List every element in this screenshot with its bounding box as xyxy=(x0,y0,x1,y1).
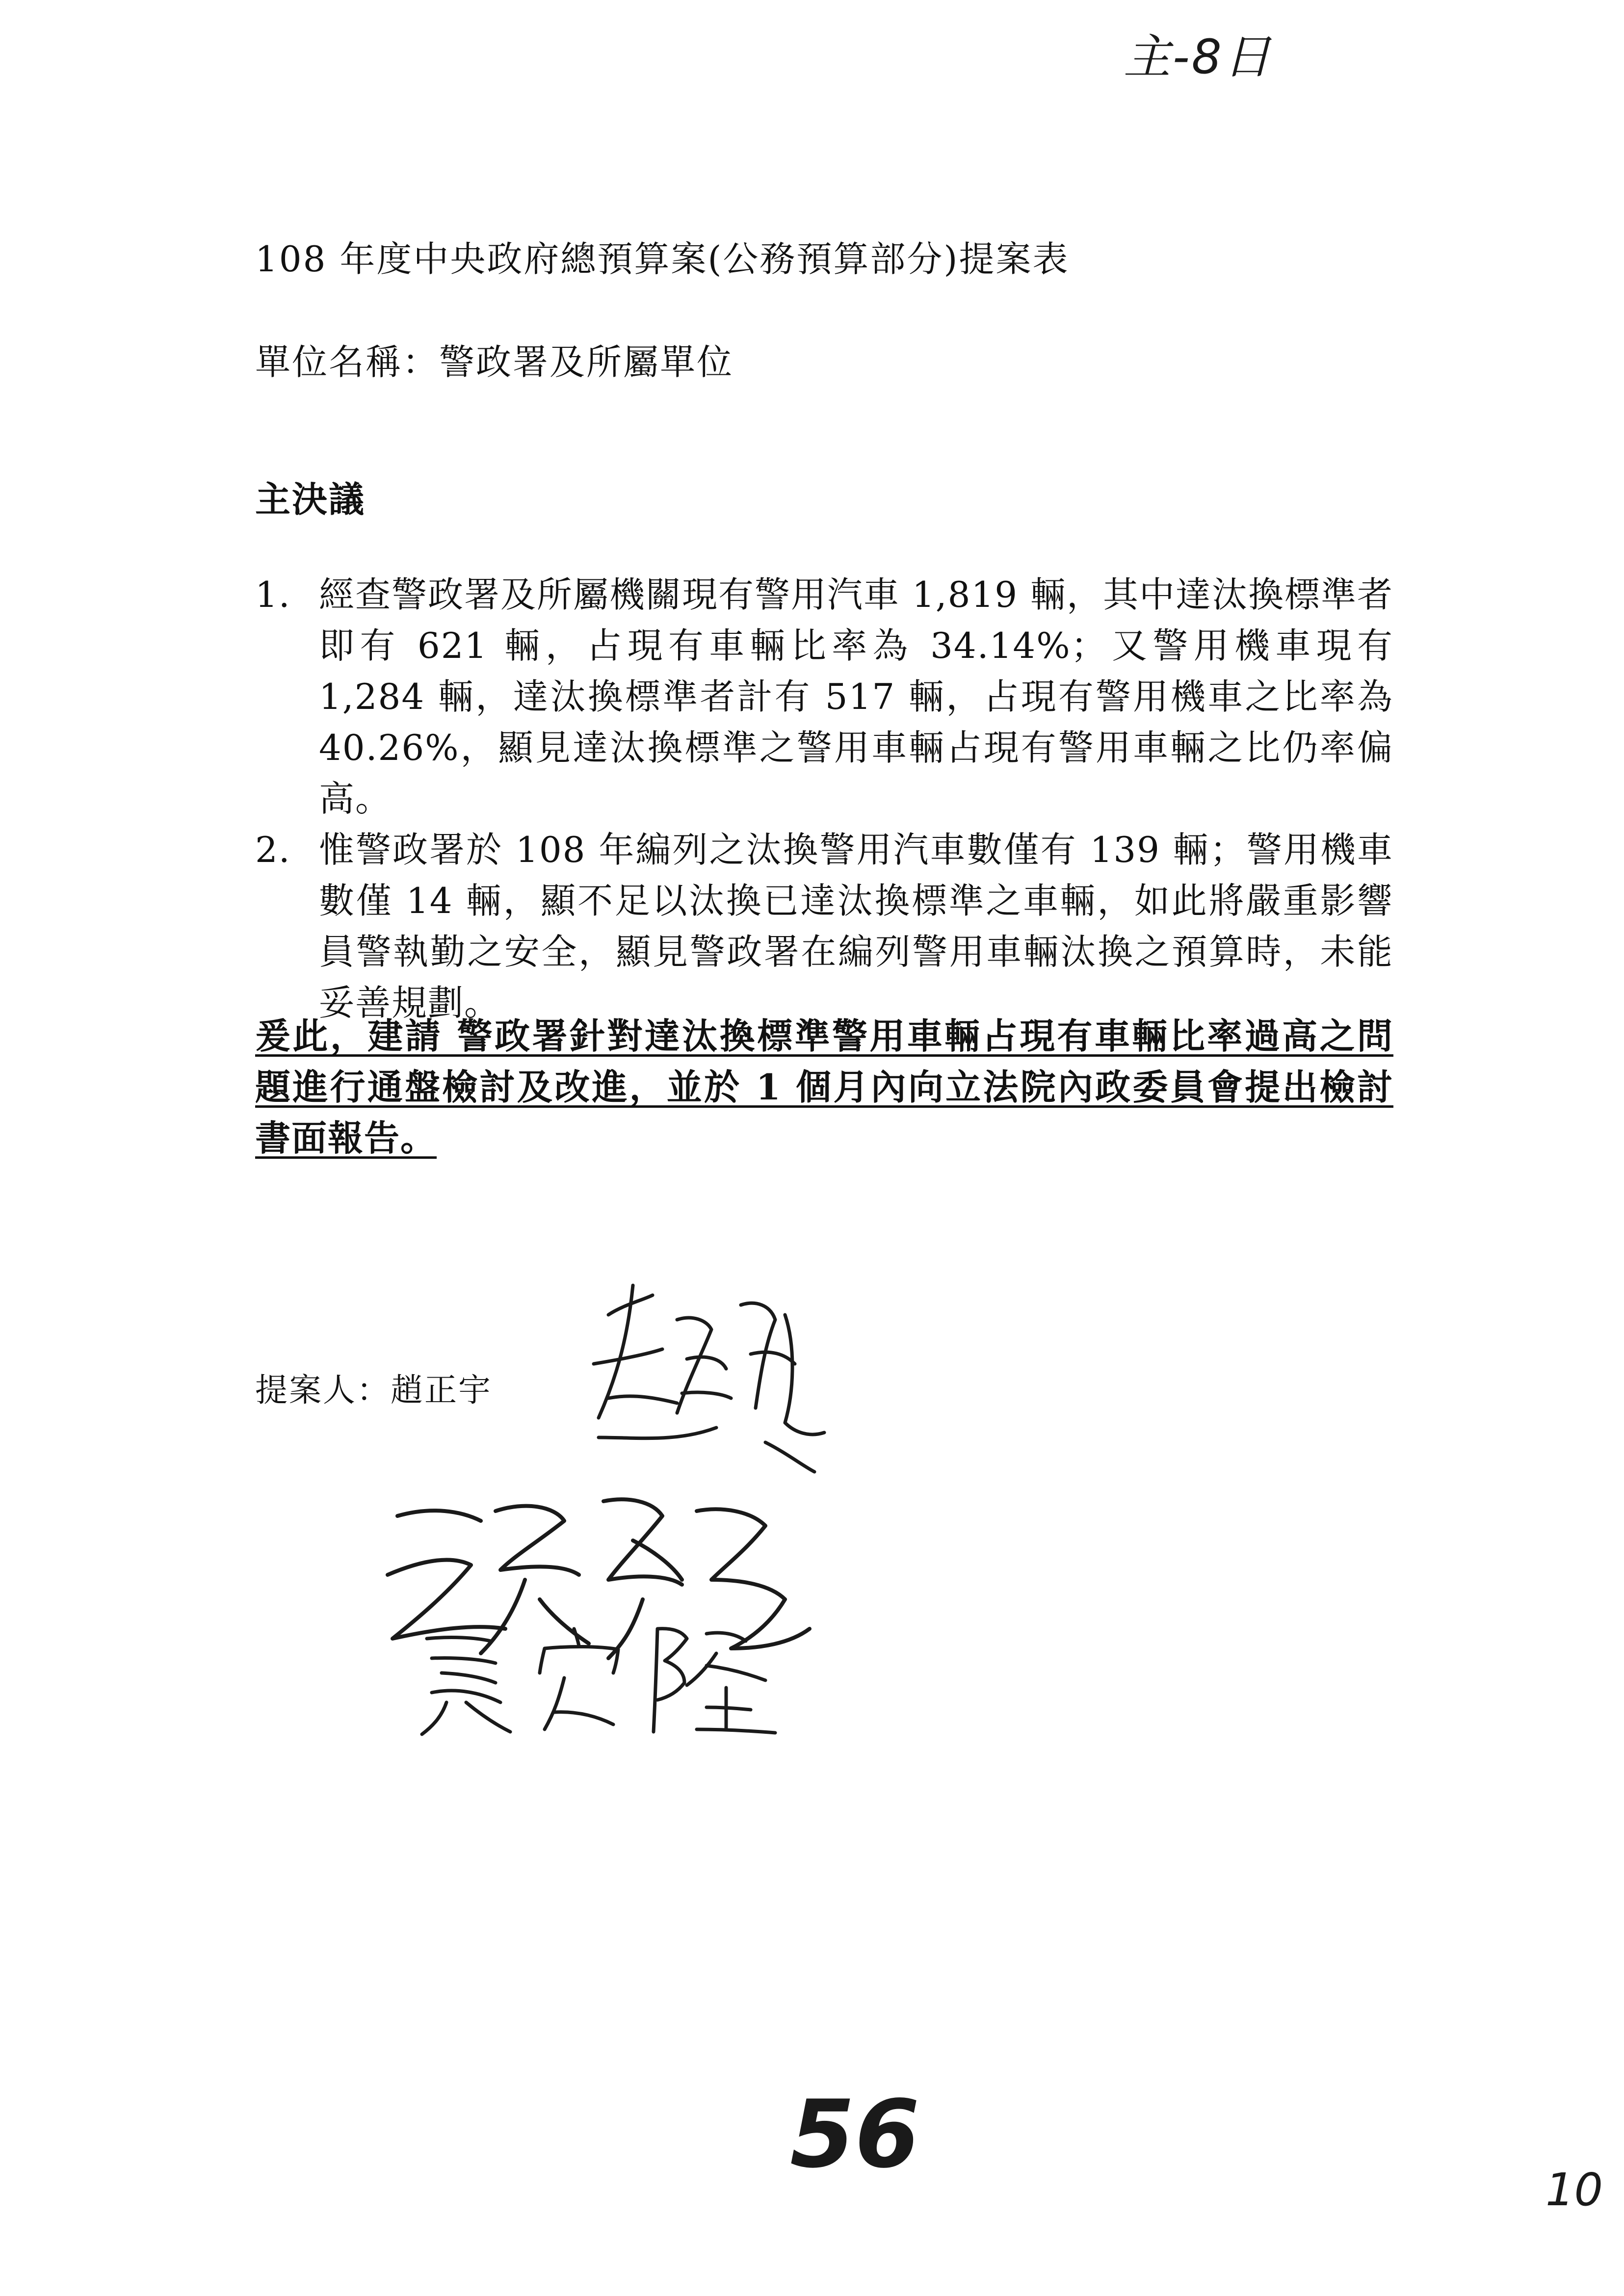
list-item xyxy=(255,824,1393,1028)
signature-3 xyxy=(412,1619,785,1737)
section-heading: 主決議 xyxy=(255,478,366,520)
proposer-label: 提案人：趙正宇 xyxy=(255,1371,492,1409)
list-item-text: 惟警政署於 108 年編列之汰換警用汽車數僅有 139 輛；警用機車數僅 14 輛，顯不足以汰換已達汰換標準之車輛，如此將嚴重影響員警執勤之安全，顯見警政署在編列警用車輛汰換之預算時，未能妥善規劃。 xyxy=(319,829,1393,1023)
resolution-text: 爰此，建請 警政署針對達汰換標準警用車輛占現有車輛比率過高之問題進行通盤檢討及改進，並於 1 個月內向立法院內政委員會提出檢討書面報告。 xyxy=(255,1015,1393,1159)
list-item-text: 經查警政署及所屬機關現有警用汽車 1,819 輛，其中達汰換標準者即有 621 輛，占現有車輛比率為 34.14%；又警用機車現有 1,284 輛，達汰換標準者計有 517 輛，占現有警用機車之比率為 40.26%，顯見達汰換標準之警用車輛占現有警用車輛之比仍率偏高。 xyxy=(319,574,1393,819)
page-number: 56 xyxy=(790,2080,920,2189)
findings-list xyxy=(255,569,1393,1028)
document-title: 108 年度中央政府總預算案(公務預算部分)提案表 xyxy=(255,238,1070,280)
list-item xyxy=(255,569,1393,824)
list-item-number: 2. xyxy=(255,829,291,870)
corner-number: 10 xyxy=(1545,2164,1603,2216)
list-item-number: 1. xyxy=(255,574,291,615)
signature-1 xyxy=(579,1276,834,1482)
unit-name: 單位名稱：警政署及所屬單位 xyxy=(255,341,734,383)
handwritten-top-note: 主-8日 xyxy=(1124,29,1273,84)
